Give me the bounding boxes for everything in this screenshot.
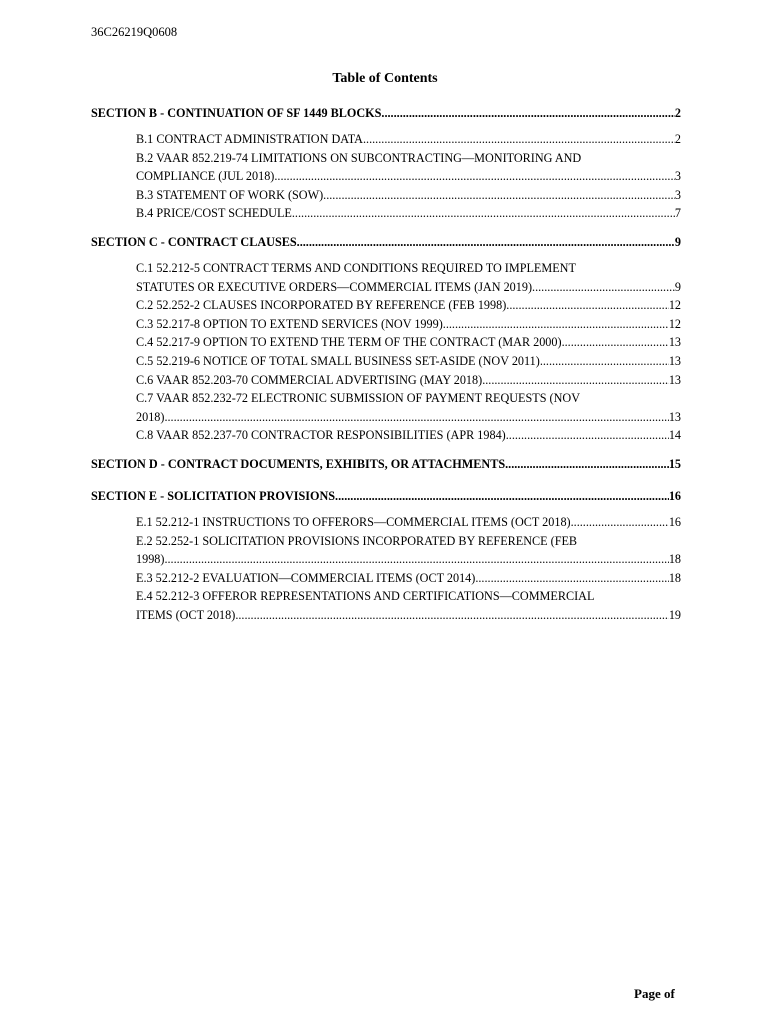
toc-entry-e4[interactable] (136, 587, 681, 624)
entry-page: 2 (674, 132, 681, 146)
entry-page: 12 (668, 298, 681, 313)
dot-leader (297, 233, 675, 252)
dot-leader (532, 278, 675, 297)
entry-page: 12 (668, 316, 681, 331)
section-page: 2 (674, 106, 681, 120)
entry-title-line1: C.1 52.212-5 CONTRACT TERMS AND CONDITIONS REQUIRED TO IMPLEMENT (136, 260, 576, 275)
entry-title-line2: 2018) (136, 409, 165, 424)
section-e-entries (91, 513, 681, 625)
section-label: SECTION B - CONTINUATION OF SF 1449 BLOCKS (91, 106, 382, 120)
entry-page: 7 (674, 206, 681, 221)
entry-title: C.2 52.252-2 CLAUSES INCORPORATED BY REFERENCE (FEB 1998) (136, 298, 507, 313)
dot-leader (235, 606, 669, 625)
toc-entry-c6[interactable] (136, 371, 681, 390)
dot-leader (164, 550, 668, 569)
entry-title: B.3 STATEMENT OF WORK (SOW) (136, 187, 324, 202)
dot-leader (475, 569, 668, 588)
entry-page: 13 (668, 335, 681, 350)
toc-entry-b4[interactable] (136, 204, 681, 223)
section-c-entries (91, 259, 681, 445)
entry-title-line2: 1998) (136, 552, 165, 567)
entry-page: 3 (674, 187, 681, 202)
dot-leader (443, 315, 669, 334)
toc-entry-e1[interactable] (136, 513, 681, 532)
entry-page: 13 (668, 353, 681, 368)
toc-entry-c3[interactable] (136, 315, 681, 334)
dot-leader (482, 371, 669, 390)
entry-title-line2: STATUTES OR EXECUTIVE ORDERS—COMMERCIAL ITEMS (JAN 2019) (136, 279, 533, 294)
entry-page: 9 (674, 279, 681, 294)
toc-entry-c7[interactable] (136, 389, 681, 426)
dot-leader (571, 513, 669, 532)
section-label: SECTION E - SOLICITATION PROVISIONS (91, 488, 336, 503)
dot-leader (363, 130, 675, 149)
toc-section-c[interactable] (91, 233, 681, 252)
entry-title: C.4 52.217-9 OPTION TO EXTEND THE TERM OF THE CONTRACT (MAR 2000) (136, 335, 562, 350)
entry-title-line2: ITEMS (OCT 2018) (136, 607, 236, 622)
section-label: SECTION D - CONTRACT DOCUMENTS, EXHIBITS, OR ATTACHMENTS (91, 456, 506, 471)
entry-title: C.6 VAAR 852.203-70 COMMERCIAL ADVERTISING (MAY 2018) (136, 372, 483, 387)
entry-title-line2: COMPLIANCE (JUL 2018) (136, 169, 275, 184)
toc-entry-b1[interactable] (136, 130, 681, 149)
toc-entry-e3[interactable] (136, 569, 681, 588)
toc-entry-c4[interactable] (136, 333, 681, 352)
entry-title-line1: E.4 52.212-3 OFFEROR REPRESENTATIONS AND CERTIFICATIONS—COMMERCIAL (136, 589, 595, 604)
section-page: 16 (668, 488, 681, 503)
toc-entry-c2[interactable] (136, 296, 681, 315)
dot-leader (540, 352, 669, 371)
entry-page: 18 (668, 570, 681, 585)
toc-section-e[interactable] (91, 487, 681, 506)
document-id: 36C26219Q0608 (91, 25, 178, 39)
entry-page: 16 (668, 514, 681, 529)
section-page: 15 (668, 456, 681, 471)
dot-leader (323, 186, 675, 205)
entry-title: B.1 CONTRACT ADMINISTRATION DATA (136, 132, 363, 146)
toc-entry-b2[interactable] (136, 149, 681, 186)
section-page: 9 (674, 234, 681, 249)
entry-title: C.5 52.219-6 NOTICE OF TOTAL SMALL BUSINESS SET-ASIDE (NOV 2011) (136, 353, 540, 368)
entry-title-line1: B.2 VAAR 852.219-74 LIMITATIONS ON SUBCONTRACTING—MONITORING AND (136, 150, 582, 165)
entry-title: B.4 PRICE/COST SCHEDULE (136, 206, 292, 221)
dot-leader (505, 455, 669, 474)
section-label: SECTION C - CONTRACT CLAUSES (91, 234, 297, 249)
page-footer: Page of (634, 986, 675, 1001)
entry-title: C.3 52.217-8 OPTION TO EXTEND SERVICES (NOV 1999) (136, 316, 443, 331)
toc-entry-e2[interactable] (136, 532, 681, 569)
dot-leader (381, 104, 675, 123)
dot-leader (292, 204, 675, 223)
toc-entry-c1[interactable] (136, 259, 681, 296)
entry-title: E.1 52.212-1 INSTRUCTIONS TO OFFERORS—COMMERCIAL ITEMS (OCT 2018) (136, 514, 571, 529)
section-b-entries (91, 130, 681, 223)
entry-page: 18 (668, 552, 681, 567)
dot-leader (274, 167, 675, 186)
toc-title: Table of Contents (332, 71, 438, 86)
toc-entry-c8[interactable] (136, 426, 681, 445)
dot-leader (164, 408, 668, 427)
entry-title: E.3 52.212-2 EVALUATION—COMMERCIAL ITEMS (OCT 2014) (136, 570, 476, 585)
entry-title-line1: E.2 52.252-1 SOLICITATION PROVISIONS INCORPORATED BY REFERENCE (FEB (136, 533, 578, 548)
toc-section-d[interactable] (91, 455, 681, 474)
entry-page: 13 (668, 409, 681, 424)
dot-leader (506, 426, 669, 445)
entry-page: 14 (668, 428, 681, 443)
entry-title-line1: C.7 VAAR 852.232-72 ELECTRONIC SUBMISSION OF PAYMENT REQUESTS (NOV (136, 391, 581, 406)
toc-entry-b3[interactable] (136, 186, 681, 205)
toc-entry-c5[interactable] (136, 352, 681, 371)
entry-title: C.8 VAAR 852.237-70 CONTRACTOR RESPONSIBILITIES (APR 1984) (136, 428, 506, 443)
entry-page: 19 (668, 607, 681, 622)
entry-page: 13 (668, 372, 681, 387)
entry-page: 3 (674, 169, 681, 184)
dot-leader (335, 487, 669, 506)
dot-leader (562, 333, 669, 352)
table-of-contents (91, 104, 681, 624)
dot-leader (506, 296, 669, 315)
toc-section-b[interactable] (91, 104, 681, 123)
